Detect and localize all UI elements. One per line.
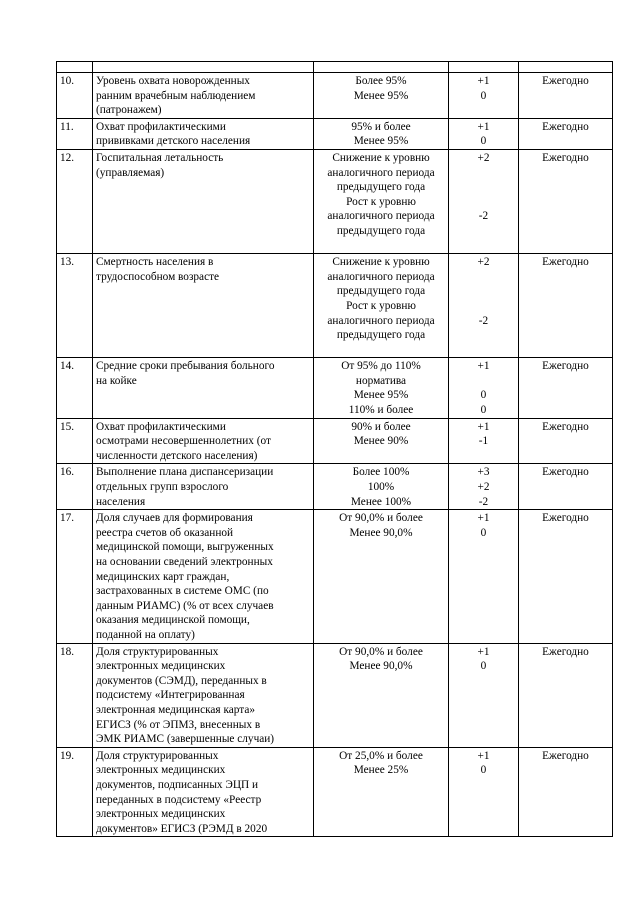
points-cell-line: +2 bbox=[477, 151, 490, 164]
points-cell-line: +1 bbox=[477, 360, 490, 373]
indicator-name-line: переданных в подсистему «Реестр bbox=[96, 793, 262, 806]
points-cell bbox=[449, 254, 519, 358]
indicator-name bbox=[93, 418, 314, 464]
row-number: 15. bbox=[57, 418, 93, 464]
points-cell-line: 0 bbox=[480, 389, 487, 402]
points-cell bbox=[449, 510, 519, 643]
points-cell-line: +2 bbox=[477, 481, 490, 494]
criteria-cell-line: Более 95% bbox=[355, 75, 407, 87]
indicator-name-line: Доля случаев для формирования bbox=[96, 512, 253, 525]
points-cell-line bbox=[452, 270, 515, 285]
row-number: 11. bbox=[57, 118, 93, 149]
criteria-cell-line: 95% и более bbox=[351, 120, 411, 133]
indicator-name-line: электронных медицинских bbox=[96, 764, 226, 777]
criteria-cell-line: аналогичного периода bbox=[327, 210, 435, 223]
indicator-name-line: трудоспособном возрасте bbox=[96, 270, 220, 283]
criteria-cell-line: аналогичного периода bbox=[327, 166, 435, 179]
indicator-name-line: оказания медицинской помощи, bbox=[96, 614, 250, 627]
criteria-cell bbox=[314, 358, 449, 418]
points-cell-line bbox=[452, 195, 515, 210]
indicator-name-line: Средние сроки пребывания больного bbox=[96, 360, 275, 373]
criteria-cell-line: предыдущего года bbox=[336, 181, 426, 194]
criteria-cell bbox=[314, 118, 449, 149]
table-row bbox=[57, 464, 613, 510]
points-cell-line: +2 bbox=[477, 256, 490, 269]
indicator-name-line: документов (СЭМД), переданных в bbox=[96, 674, 267, 687]
indicator-name bbox=[93, 747, 314, 837]
table-row bbox=[57, 358, 613, 418]
indicator-name bbox=[93, 254, 314, 358]
table-row bbox=[57, 73, 613, 119]
criteria-cell-line: От 95% до 110% bbox=[341, 360, 421, 373]
points-cell-line: -1 bbox=[478, 435, 489, 448]
points-cell-line bbox=[452, 284, 515, 299]
period-cell: Ежегодно bbox=[519, 464, 613, 510]
criteria-cell-line: норматива bbox=[355, 374, 407, 387]
indicator-name-line: на койке bbox=[96, 374, 137, 387]
points-cell-line: +1 bbox=[477, 645, 490, 658]
criteria-cell-line: Менее 90,0% bbox=[349, 660, 413, 673]
indicator-name-line: Уровень охвата новорожденных bbox=[96, 75, 250, 87]
points-cell bbox=[449, 73, 519, 119]
points-cell bbox=[449, 418, 519, 464]
table-row bbox=[57, 747, 613, 837]
indicator-name-line: поданной на оплату) bbox=[96, 628, 195, 641]
period-cell: Ежегодно bbox=[519, 118, 613, 149]
points-cell-line: 0 bbox=[480, 89, 487, 102]
points-cell-line bbox=[452, 180, 515, 195]
points-cell bbox=[449, 358, 519, 418]
criteria-cell-line: предыдущего года bbox=[336, 224, 426, 237]
table-row bbox=[57, 149, 613, 253]
indicator-name-line: реестра счетов об оказанной bbox=[96, 526, 234, 539]
row-number: 17. bbox=[57, 510, 93, 643]
criteria-cell bbox=[314, 464, 449, 510]
points-cell-line bbox=[452, 299, 515, 314]
criteria-cell bbox=[314, 149, 449, 253]
indicator-name-line: Выполнение плана диспансеризации bbox=[96, 466, 274, 479]
table-row bbox=[57, 118, 613, 149]
points-cell bbox=[449, 464, 519, 510]
indicator-name-line: населения bbox=[96, 495, 146, 508]
indicator-name-line: отдельных групп взрослого bbox=[96, 481, 229, 494]
indicator-name-line: подсистему «Интегрированная bbox=[96, 689, 245, 702]
points-cell bbox=[449, 149, 519, 253]
points-cell bbox=[449, 643, 519, 747]
indicator-name-line: застрахованных в системе ОМС (по bbox=[96, 585, 269, 598]
indicator-name-line: (патронажем) bbox=[96, 104, 162, 117]
criteria-cell-line: 110% и более bbox=[348, 404, 414, 417]
criteria-cell-line: аналогичного периода bbox=[327, 314, 435, 327]
indicator-name-line: (управляемая) bbox=[96, 166, 165, 179]
criteria-cell-line: 90% и более bbox=[351, 420, 411, 433]
header-cell bbox=[93, 62, 314, 73]
indicator-name-line: электронных медицинских bbox=[96, 660, 226, 673]
period-cell: Ежегодно bbox=[519, 73, 613, 119]
criteria-cell-line: предыдущего года bbox=[336, 285, 426, 298]
indicator-name-line: ранним врачебным наблюдением bbox=[96, 89, 256, 102]
criteria-cell-line: Менее 25% bbox=[353, 764, 409, 777]
criteria-cell-line: От 90,0% и более bbox=[339, 645, 423, 658]
header-cell bbox=[519, 62, 613, 73]
row-number: 19. bbox=[57, 747, 93, 837]
criteria-cell-line: Рост к уровню bbox=[346, 195, 416, 208]
criteria-cell bbox=[314, 747, 449, 837]
row-number: 14. bbox=[57, 358, 93, 418]
indicator-name-line: осмотрами несовершеннолетних (от bbox=[96, 435, 271, 448]
criteria-cell-line: Менее 90% bbox=[353, 435, 409, 448]
points-cell-line: +1 bbox=[477, 749, 490, 762]
indicator-name bbox=[93, 358, 314, 418]
table-row bbox=[57, 510, 613, 643]
table-header-row bbox=[57, 62, 613, 73]
criteria-cell-line: 100% bbox=[367, 481, 395, 494]
points-cell-line bbox=[452, 166, 515, 181]
indicator-name-line: на основании сведений электронных bbox=[96, 556, 273, 568]
points-cell-line: -2 bbox=[478, 314, 489, 327]
points-cell bbox=[449, 118, 519, 149]
header-cell bbox=[449, 62, 519, 73]
row-number: 18. bbox=[57, 643, 93, 747]
criteria-cell-line: предыдущего года bbox=[336, 329, 426, 342]
indicator-name-line: численности детского населения) bbox=[96, 449, 258, 462]
indicator-name-line: Охват профилактическими bbox=[96, 120, 226, 133]
indicator-name-line: документов» ЕГИСЗ (РЭМД в 2020 bbox=[96, 822, 268, 835]
criteria-cell-line: От 25,0% и более bbox=[339, 749, 423, 762]
points-cell-line: +3 bbox=[477, 466, 490, 479]
indicator-name-line: Охват профилактическими bbox=[96, 420, 226, 433]
points-cell-line: -2 bbox=[478, 210, 489, 223]
points-cell-line: 0 bbox=[480, 135, 487, 148]
criteria-cell bbox=[314, 643, 449, 747]
indicator-name bbox=[93, 118, 314, 149]
row-number: 12. bbox=[57, 149, 93, 253]
indicator-name-line: медицинских карт граждан, bbox=[96, 570, 230, 583]
period-cell: Ежегодно bbox=[519, 747, 613, 837]
period-cell: Ежегодно bbox=[519, 358, 613, 418]
criteria-cell-line: Менее 95% bbox=[353, 135, 409, 148]
points-cell-line: -2 bbox=[478, 495, 489, 508]
table-row bbox=[57, 254, 613, 358]
period-cell: Ежегодно bbox=[519, 510, 613, 643]
header-cell bbox=[57, 62, 93, 73]
criteria-cell bbox=[314, 418, 449, 464]
period-cell: Ежегодно bbox=[519, 149, 613, 253]
indicator-name bbox=[93, 464, 314, 510]
criteria-cell-line: аналогичного периода bbox=[327, 270, 435, 283]
indicator-name-line: электронных медицинских bbox=[96, 808, 226, 821]
points-cell-line: +1 bbox=[477, 512, 490, 525]
table-row bbox=[57, 643, 613, 747]
points-cell-line: 0 bbox=[480, 526, 487, 539]
period-cell: Ежегодно bbox=[519, 418, 613, 464]
indicator-name bbox=[93, 643, 314, 747]
points-cell-line: +1 bbox=[477, 420, 490, 433]
criteria-cell-line: Более 100% bbox=[352, 466, 410, 479]
indicator-name-line: прививками детского населения bbox=[96, 135, 251, 148]
points-cell-line: 0 bbox=[480, 660, 487, 673]
period-cell: Ежегодно bbox=[519, 643, 613, 747]
criteria-cell-line: Менее 95% bbox=[353, 89, 409, 102]
row-number: 16. bbox=[57, 464, 93, 510]
indicator-name-line: Доля структурированных bbox=[96, 749, 219, 762]
row-number: 10. bbox=[57, 73, 93, 119]
table-row bbox=[57, 418, 613, 464]
row-number: 13. bbox=[57, 254, 93, 358]
points-cell-line: 0 bbox=[480, 404, 487, 417]
points-cell-line: +1 bbox=[477, 120, 490, 133]
criteria-cell-line: Менее 95% bbox=[353, 389, 409, 402]
indicator-name bbox=[93, 149, 314, 253]
criteria-cell-line: От 90,0% и более bbox=[339, 512, 423, 525]
criteria-cell bbox=[314, 254, 449, 358]
indicator-name-line: ЕГИСЗ (% от ЭПМЗ, внесенных в bbox=[96, 718, 261, 731]
indicator-name-line: документов, подписанных ЭЦП и bbox=[96, 778, 259, 791]
criteria-cell-line: Рост к уровню bbox=[346, 299, 416, 312]
header-cell bbox=[314, 62, 449, 73]
points-cell-line: 0 bbox=[480, 764, 487, 777]
indicator-name-line: Доля структурированных bbox=[96, 645, 219, 658]
points-cell bbox=[449, 747, 519, 837]
points-cell-line bbox=[452, 374, 515, 389]
period-cell: Ежегодно bbox=[519, 254, 613, 358]
criteria-cell-line: Снижение к уровню bbox=[332, 256, 430, 269]
criteria-cell-line: Снижение к уровню bbox=[332, 151, 430, 164]
criteria-cell bbox=[314, 73, 449, 119]
indicator-name-line: данным РИАМС) (% от всех случаев bbox=[96, 599, 274, 612]
criteria-cell-line: Менее 90,0% bbox=[349, 526, 413, 539]
points-cell-line: +1 bbox=[477, 75, 490, 87]
indicator-name-line: медицинской помощи, выгруженных bbox=[96, 541, 274, 554]
indicator-name-line: ЭМК РИАМС (завершенные случаи) bbox=[96, 733, 275, 746]
criteria-cell-line: Менее 100% bbox=[350, 495, 412, 508]
indicators-table bbox=[56, 61, 613, 837]
indicator-name-line: электронная медицинская карта» bbox=[96, 703, 256, 716]
indicator-name-line: Госпитальная летальность bbox=[96, 151, 224, 164]
indicator-name-line: Смертность населения в bbox=[96, 256, 214, 269]
indicator-name bbox=[93, 73, 314, 119]
criteria-cell bbox=[314, 510, 449, 643]
indicator-name bbox=[93, 510, 314, 643]
